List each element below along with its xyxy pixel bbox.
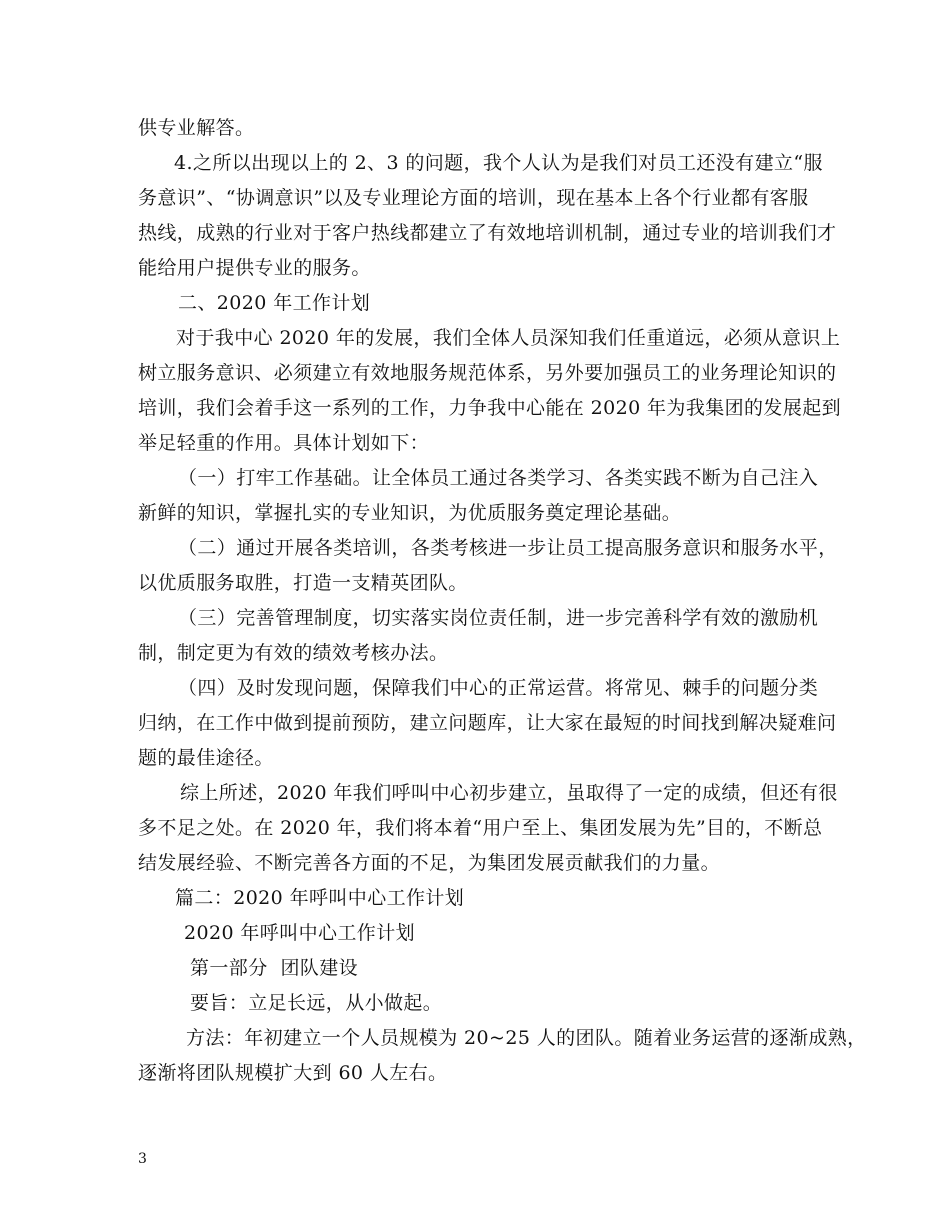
text-line: （三）完善管理制度，切实落实岗位责任制，进一步完善科学有效的激励机 xyxy=(178,607,819,629)
text-line: 制，制定更为有效的绩效考核办法。 xyxy=(138,642,449,664)
text-line: 举足轻重的作用。具体计划如下： xyxy=(138,432,430,454)
text-line: 以优质服务取胜，打造一支精英团队。 xyxy=(138,572,468,594)
text-line: （二）通过开展各类培训，各类考核进一步让员工提高服务意识和服务水平， xyxy=(178,537,838,559)
text-line: （一）打牢工作基础。让全体员工通过各类学习、各类实践不断为自己注入 xyxy=(178,467,819,489)
text-line: 要旨：立足长远，从小做起。 xyxy=(190,992,443,1014)
text-line: 4.之所以出现以上的 2、3 的问题，我个人认为是我们对员工还没有建立“服 xyxy=(174,152,823,174)
text-line: 结发展经验、不断完善各方面的不足，为集团发展贡献我们的力量。 xyxy=(138,852,721,874)
text-line: 综上所述，2020 年我们呼叫中心初步建立，虽取得了一定的成绩，但还有很 xyxy=(180,782,838,804)
text-line: 能给用户提供专业的服务。 xyxy=(138,257,371,279)
section-heading: 第一部分 团队建设 xyxy=(190,957,359,979)
text-line: 对于我中心 2020 年的发展，我们全体人员深知我们任重道远，必须从意识上 xyxy=(176,327,841,349)
text-line: 归纳，在工作中做到提前预防，建立问题库，让大家在最短的时间找到解决疑难问 xyxy=(138,712,837,734)
text-line: 新鲜的知识，掌握扎实的专业知识，为优质服务奠定理论基础。 xyxy=(138,502,682,524)
text-line: 多不足之处。在 2020 年，我们将本着“用户至上、集团发展为先”目的，不断总 xyxy=(138,817,823,839)
page-number: 3 xyxy=(138,1151,147,1167)
text-line: 供专业解答。 xyxy=(138,117,255,139)
document-title: 2020 年呼叫中心工作计划 xyxy=(184,922,415,944)
text-line: 题的最佳途径。 xyxy=(138,747,274,769)
text-line: （四）及时发现问题，保障我们中心的正常运营。将常见、棘手的问题分类 xyxy=(178,677,819,699)
section-heading: 篇二：2020 年呼叫中心工作计划 xyxy=(175,887,465,909)
text-line: 培训，我们会着手这一系列的工作，力争我中心能在 2020 年为我集团的发展起到 xyxy=(138,397,842,419)
text-line: 方法：年初建立一个人员规模为 20~25 人的团队。随着业务运营的逐渐成熟， xyxy=(186,1027,867,1049)
text-line: 逐渐将团队规模扩大到 60 人左右。 xyxy=(138,1062,448,1084)
section-heading: 二、2020 年工作计划 xyxy=(178,292,371,314)
text-line: 树立服务意识、必须建立有效地服务规范体系，另外要加强员工的业务理论知识的 xyxy=(138,362,837,384)
text-line: 务意识”、“协调意识”以及专业理论方面的培训，现在基本上各个行业都有客服 xyxy=(138,187,809,209)
text-line: 热线，成熟的行业对于客户热线都建立了有效地培训机制，通过专业的培训我们才 xyxy=(138,222,837,244)
